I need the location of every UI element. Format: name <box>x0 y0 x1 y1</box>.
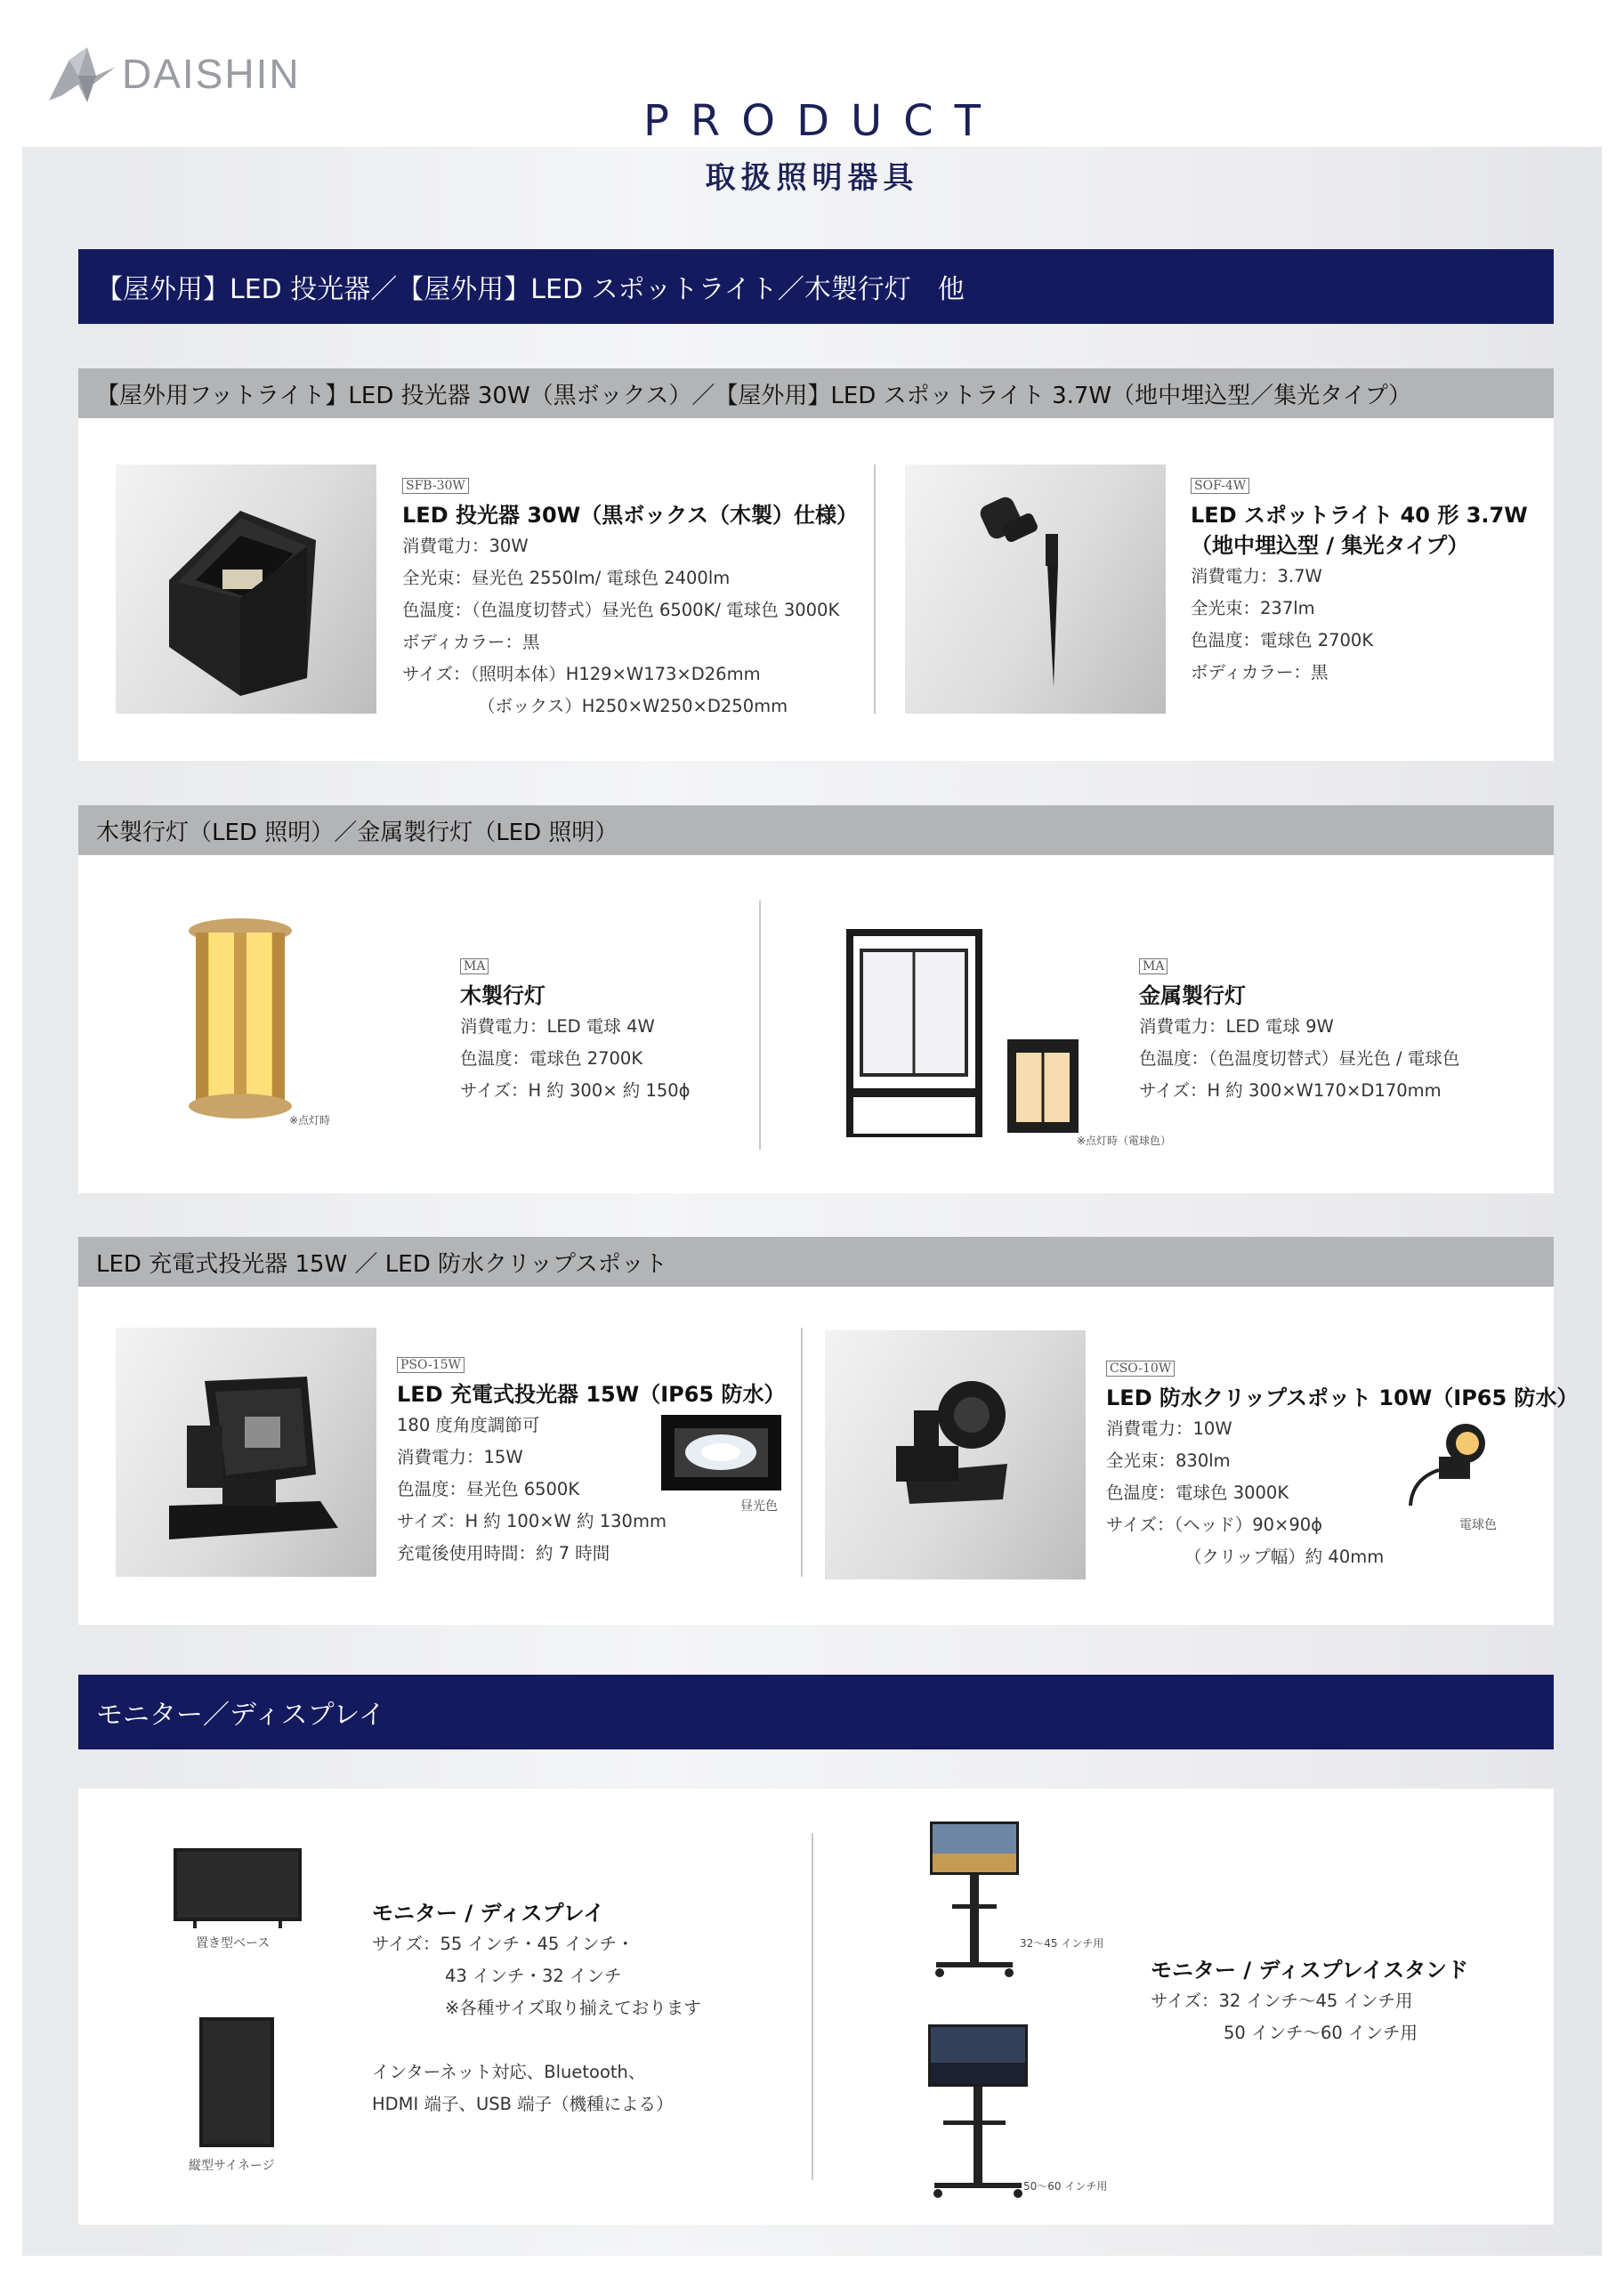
spec-line: ボディカラー：黒 <box>1191 662 1329 683</box>
spec-line: 充電後使用時間：約 7 時間 <box>397 1543 610 1563</box>
spec-line: 消費電力：LED 電球 4W <box>460 1016 655 1037</box>
product-name: モニター / ディスプレイ <box>372 1901 605 1926</box>
spec-line: 消費電力：15W <box>397 1447 523 1467</box>
product-spec-monitor <box>372 1898 701 2120</box>
photo-note: ※点灯時（電球色） <box>1077 1135 1172 1147</box>
panel-divider <box>801 1328 803 1577</box>
product-name: モニター / ディスプレイスタンド <box>1151 1958 1469 1983</box>
photo-caption: 置き型ベース <box>196 1936 271 1951</box>
page-title: PRODUCT <box>642 96 1002 146</box>
spec-line: サイズ：（ヘッド）90×90ϕ <box>1106 1515 1323 1535</box>
section-heading-lighting: 【屋外用】LED 投光器／【屋外用】LED スポットライト／木製行灯 他 <box>78 249 1554 324</box>
spec-line: ※各種サイズ取り揃えております <box>445 1998 701 2018</box>
product-spec-cso-10w <box>1106 1351 1579 1573</box>
product-name: 木製行灯 <box>460 983 545 1008</box>
product-spec-metal-andon <box>1139 949 1459 1107</box>
spec-line: 43 インチ・32 インチ <box>445 1966 622 1986</box>
inset-caption: 電球色 <box>1459 1518 1497 1532</box>
photo-caption: 32～45 インチ用 <box>1020 1937 1104 1950</box>
spec-line: 消費電力：30W <box>402 536 529 556</box>
product-name: LED 充電式投光器 15W（IP65 防水） <box>397 1382 786 1407</box>
product-name: LED スポットライト 40 形 3.7W <box>1191 503 1528 528</box>
spec-line: 消費電力：LED 電球 9W <box>1139 1016 1334 1037</box>
panel-divider <box>759 901 761 1150</box>
spec-line: 180 度角度調節可 <box>397 1415 540 1435</box>
product-name: LED 防水クリップスポット 10W（IP65 防水） <box>1106 1385 1579 1410</box>
spec-line: 全光束：830lm <box>1106 1450 1231 1471</box>
product-code: MA <box>1139 958 1168 974</box>
spec-line: 色温度：電球色 2700K <box>460 1048 643 1069</box>
product-code: SOF-4W <box>1191 478 1249 494</box>
group-heading-rechargeable: LED 充電式投光器 15W ／ LED 防水クリップスポット <box>78 1237 1554 1287</box>
section-heading-monitor: モニター／ディスプレイ <box>78 1675 1554 1749</box>
product-spec-wooden-andon <box>460 949 691 1107</box>
spec-line: サイズ：H 約 300× 約 150ϕ <box>460 1080 691 1101</box>
inset-photo-lit-floodlight <box>661 1415 781 1490</box>
spec-line: 50 インチ～60 インチ用 <box>1224 2023 1418 2043</box>
spec-line: サイズ：H 約 300×W170×D170mm <box>1139 1080 1442 1101</box>
group-heading-floodlight: 【屋外用フットライト】LED 投光器 30W（黒ボックス）／【屋外用】LED スポットライト 3.7W（地中埋込型／集光タイプ） <box>78 368 1554 418</box>
spec-line: インターネット対応、Bluetooth、 <box>372 2062 646 2082</box>
spec-line: 色温度：昼光色 6500K <box>397 1479 580 1499</box>
spec-line: （クリップ幅）約 40mm <box>1184 1547 1385 1567</box>
product-name: 金属製行灯 <box>1139 983 1246 1008</box>
spec-line: 全光束：昼光色 2550lm/ 電球色 2400lm <box>402 568 731 588</box>
photo-caption: 50～60 インチ用 <box>1023 2180 1108 2193</box>
product-photo-metal-andon <box>845 924 1086 1137</box>
product-photo-signage-portrait <box>198 2015 276 2149</box>
inset-caption: 昼光色 <box>740 1499 778 1514</box>
spec-line: サイズ：32 インチ～45 インチ用 <box>1151 1991 1413 2011</box>
product-photo-clip-spot <box>825 1330 1086 1579</box>
product-code: PSO-15W <box>397 1357 465 1373</box>
panel-divider <box>812 1833 813 2180</box>
group-heading-andon: 木製行灯（LED 照明）／金属製行灯（LED 照明） <box>78 805 1554 855</box>
product-spec-stand <box>1151 1955 1468 2049</box>
product-photo-rechargeable-floodlight <box>116 1328 376 1577</box>
product-photo-black-box-floodlight <box>116 464 376 714</box>
spec-line: ボディカラー：黒 <box>402 632 540 652</box>
photo-caption: 縦型サイネージ <box>189 2159 275 2173</box>
page-subtitle: 取扱照明器具 <box>705 160 919 196</box>
spec-line: サイズ：H 約 100×W 約 130mm <box>397 1511 667 1531</box>
spec-line: 色温度：電球色 3000K <box>1106 1482 1289 1503</box>
spec-line: 色温度：（色温度切替式）昼光色 / 電球色 <box>1139 1048 1460 1069</box>
product-photo-stand-large <box>925 2023 1030 2201</box>
product-code: MA <box>460 958 489 974</box>
product-photo-monitor-landscape <box>172 1846 303 1931</box>
product-name-subtitle: （地中埋込型 / 集光タイプ） <box>1191 533 1469 558</box>
spec-line: 色温度：電球色 2700K <box>1191 630 1374 650</box>
product-code: CSO-10W <box>1106 1361 1175 1377</box>
product-spec-sof-4w <box>1191 468 1528 689</box>
spec-line: 全光束：237lm <box>1191 598 1315 618</box>
spec-line: （ボックス）H250×W250×D250mm <box>478 696 788 716</box>
product-spec-sfb-30w <box>402 468 858 723</box>
spec-line: サイズ：55 インチ・45 インチ・ <box>372 1934 634 1954</box>
panel-divider <box>874 464 876 714</box>
spec-line: 消費電力：3.7W <box>1191 566 1322 586</box>
photo-note: ※点灯時 <box>289 1114 331 1127</box>
product-photo-wooden-andon <box>182 915 298 1128</box>
inset-photo-lit-clip-spot <box>1403 1417 1501 1515</box>
spec-line: HDMI 端子、USB 端子（機種による） <box>372 2094 674 2114</box>
product-name: LED 投光器 30W（黒ボックス（木製）仕様） <box>402 503 858 528</box>
spec-line: サイズ：（照明本体）H129×W173×D26mm <box>402 664 761 684</box>
spec-line: 色温度：（色温度切替式）昼光色 6500K/ 電球色 3000K <box>402 600 840 620</box>
logo-text: DAISHIN <box>122 50 301 97</box>
product-code: SFB-30W <box>402 478 469 494</box>
product-photo-spotlight <box>905 464 1166 714</box>
product-photo-stand-small <box>925 1820 1023 1980</box>
spec-line: 消費電力：10W <box>1106 1418 1232 1439</box>
